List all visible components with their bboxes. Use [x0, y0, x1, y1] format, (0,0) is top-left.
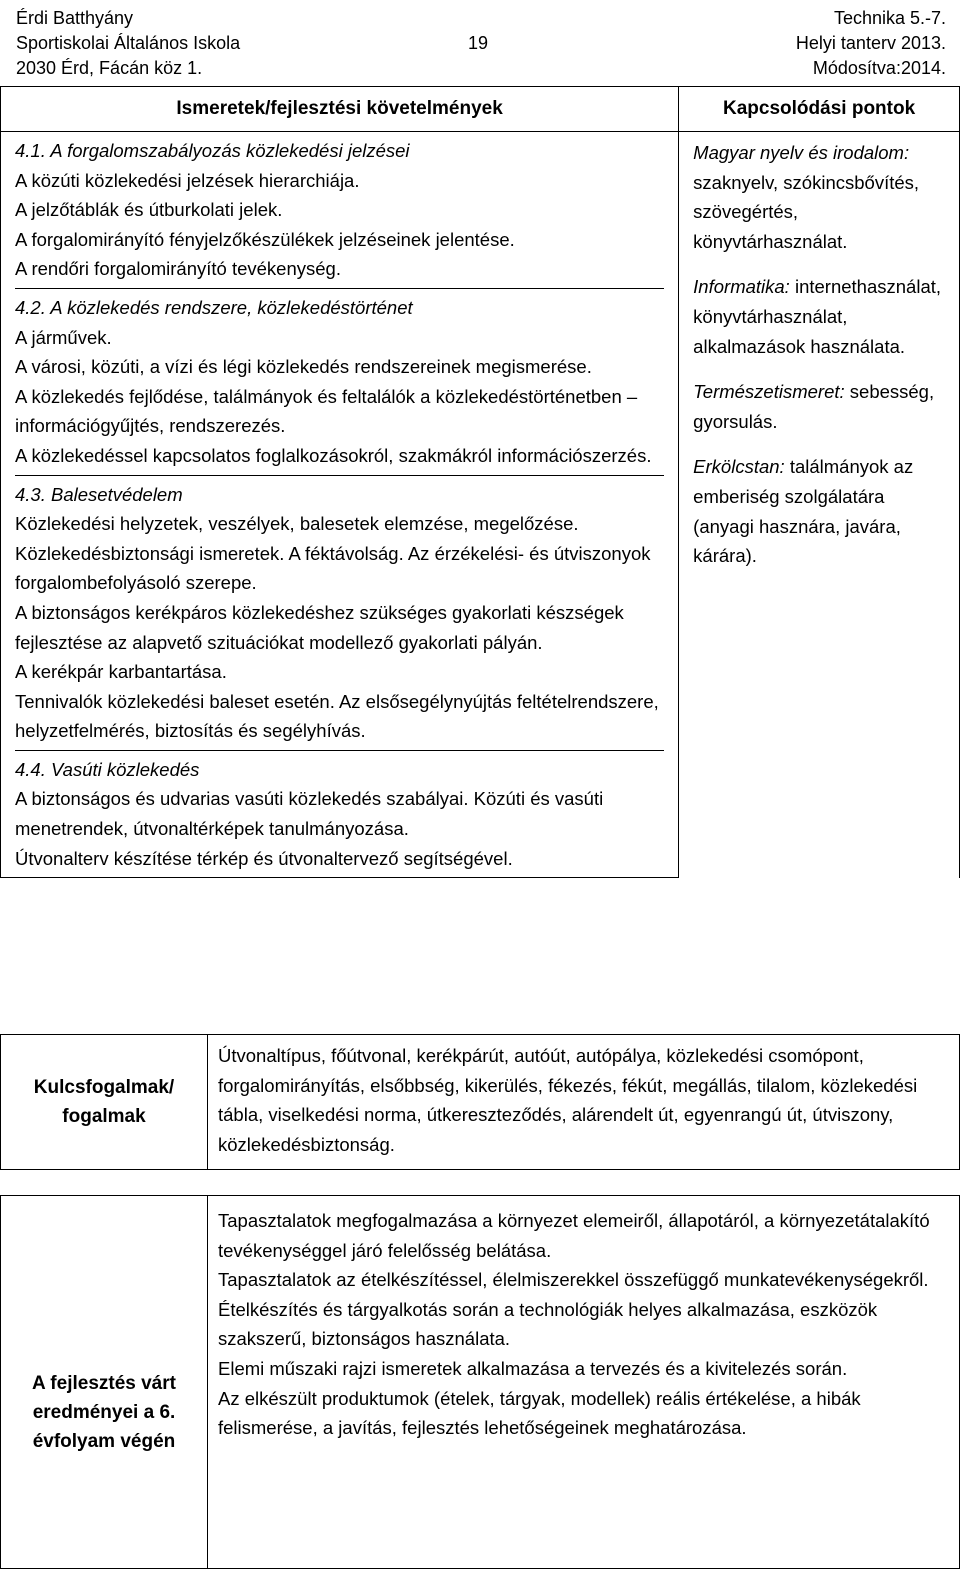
key-concepts-text: Útvonaltípus, főútvonal, kerékpárút, autóút, autópálya, közlekedési csomópont, forgalomirányítás, elsőbbség, kikerülés, fékezés, fékút, megállás, tilalom, közlekedési tábla, viselkedési norma, útkereszteződés, alárendelt út, egyenrangú út, útviszony, közlekedésbiztonság.: [208, 1035, 960, 1170]
section-title: 4.3. Balesetvédelem: [15, 483, 183, 505]
requirements-column-header: Ismeretek/fejlesztési követelmények: [1, 87, 679, 132]
curriculum-year: Helyi tanterv 2013.: [795, 33, 946, 53]
section-4-3: [15, 476, 664, 751]
section-line: A biztonságos kerékpáros közlekedéshez szükséges gyakorlati készségek fejlesztése az alapvető szituációkat modellező gyakorlati pályán.: [15, 601, 624, 653]
result-line: Az elkészült produktumok (ételek, tárgyak, modellek) reális értékelése, a hibák felismerése, a javítás, fejlesztés lehetőségeinek meghatározása.: [218, 1387, 861, 1439]
key-concepts-table: [0, 1034, 960, 1170]
section-line: A biztonságos és udvarias vasúti közlekedés szabályai. Közúti és vasúti menetrendek, útvonaltérképek tanulmányozása.: [15, 788, 604, 840]
result-line: Ételkészítés és tárgyalkotás során a technológiák helyes alkalmazása, eszközök szakszerű, biztonságos használata.: [218, 1298, 878, 1350]
page-number: 19: [468, 33, 489, 53]
result-line: Tapasztalatok az ételkészítéssel, élelmiszerekkel összefüggő munkatevékenységekről.: [218, 1269, 929, 1291]
section-4-1: [15, 132, 664, 289]
connections-cell: [679, 132, 960, 878]
school-header: [16, 6, 240, 81]
section-line: A rendőri forgalomirányító tevékenység.: [15, 258, 341, 280]
expected-results-content: [208, 1196, 960, 1569]
section-line: A forgalomirányító fényjelzőkészülékek jelzéseinek jelentése.: [15, 228, 515, 250]
connections-column-header: Kapcsolódási pontok: [679, 87, 960, 132]
section-line: A kerékpár karbantartása.: [15, 661, 227, 683]
document-info: [796, 6, 946, 81]
section-line: Közlekedési helyzetek, veszélyek, balesetek elemzése, megelőzése.: [15, 513, 579, 535]
subject-grade: Technika 5.-7.: [833, 8, 946, 28]
school-address: 2030 Érd, Fácán köz 1.: [16, 58, 203, 78]
modified-date: Módosítva:2014.: [812, 58, 946, 78]
section-line: Útvonalterv készítése térkép és útvonaltervező segítségével.: [15, 847, 513, 869]
section-title: 4.4. Vasúti közlekedés: [15, 758, 200, 780]
connection-subject: Természetismeret:: [693, 381, 845, 403]
school-name-line1: Érdi Batthyány: [16, 8, 134, 28]
requirements-cell: [1, 132, 679, 878]
section-title: 4.2. A közlekedés rendszere, közlekedéstörténet: [15, 296, 413, 318]
connection-text: találmányok az emberiség szolgálatára (anyagi hasznára, javára, kárára).: [693, 456, 914, 567]
connection-subject: Erkölcstan:: [693, 456, 785, 478]
connection-subject: Informatika:: [693, 276, 790, 298]
school-name-line2: Sportiskolai Általános Iskola: [16, 33, 241, 53]
connection-subject: Magyar nyelv és irodalom:: [693, 142, 910, 163]
section-line: Közlekedésbiztonsági ismeretek. A féktávolság. Az érzékelési- és útviszonyok forgalombefolyásoló szerepe.: [15, 542, 651, 594]
result-line: Elemi műszaki rajzi ismeretek alkalmazása a tervezés és a kivitelezés során.: [218, 1357, 848, 1379]
section-line: A közlekedéssel kapcsolatos foglalkozásokról, szakmákról információszerzés.: [15, 444, 652, 466]
connection-item: [693, 377, 945, 436]
section-line: A jelzőtáblák és útburkolati jelek.: [15, 199, 283, 221]
section-4-2: [15, 289, 664, 476]
connection-item: [693, 138, 945, 256]
section-title: 4.1. A forgalomszabályozás közlekedési jelzései: [15, 140, 410, 161]
result-line: Tapasztalatok megfogalmazása a környezet elemeiről, állapotáról, a környezetátalakító tevékenységgel járó felelősség belátása.: [218, 1210, 930, 1261]
expected-results-label: A fejlesztés várt eredményei a 6. évfolyam végén: [1, 1196, 208, 1569]
connection-item: [693, 272, 945, 361]
key-concepts-label: Kulcsfogalmak/ fogalmak: [1, 1035, 208, 1170]
section-line: A közúti közlekedési jelzések hierarchiája.: [15, 169, 360, 191]
connection-text: sebesség, gyorsulás.: [693, 381, 935, 432]
connection-text: szaknyelv, szókincsbővítés, szövegértés, könyvtárhasználat.: [693, 171, 920, 252]
connection-item: [693, 452, 945, 570]
connection-text: internethasználat, könyvtárhasználat, alkalmazások használata.: [693, 276, 942, 357]
section-line: Tennivalók közlekedési baleset esetén. Az elsősegélynyújtás feltételrendszere, helyzetfelmérés, biztosítás és segélyhívás.: [15, 690, 659, 742]
section-line: A városi, közúti, a vízi és légi közlekedés rendszereinek megismerése.: [15, 356, 592, 378]
curriculum-table: [0, 86, 960, 878]
section-line: A járművek.: [15, 326, 112, 348]
expected-results-table: [0, 1195, 960, 1569]
section-4-4: [15, 751, 664, 877]
section-line: A közlekedés fejlődése, találmányok és feltalálók a közlekedéstörténetben – információgyűjtés, rendszerezés.: [15, 385, 638, 437]
